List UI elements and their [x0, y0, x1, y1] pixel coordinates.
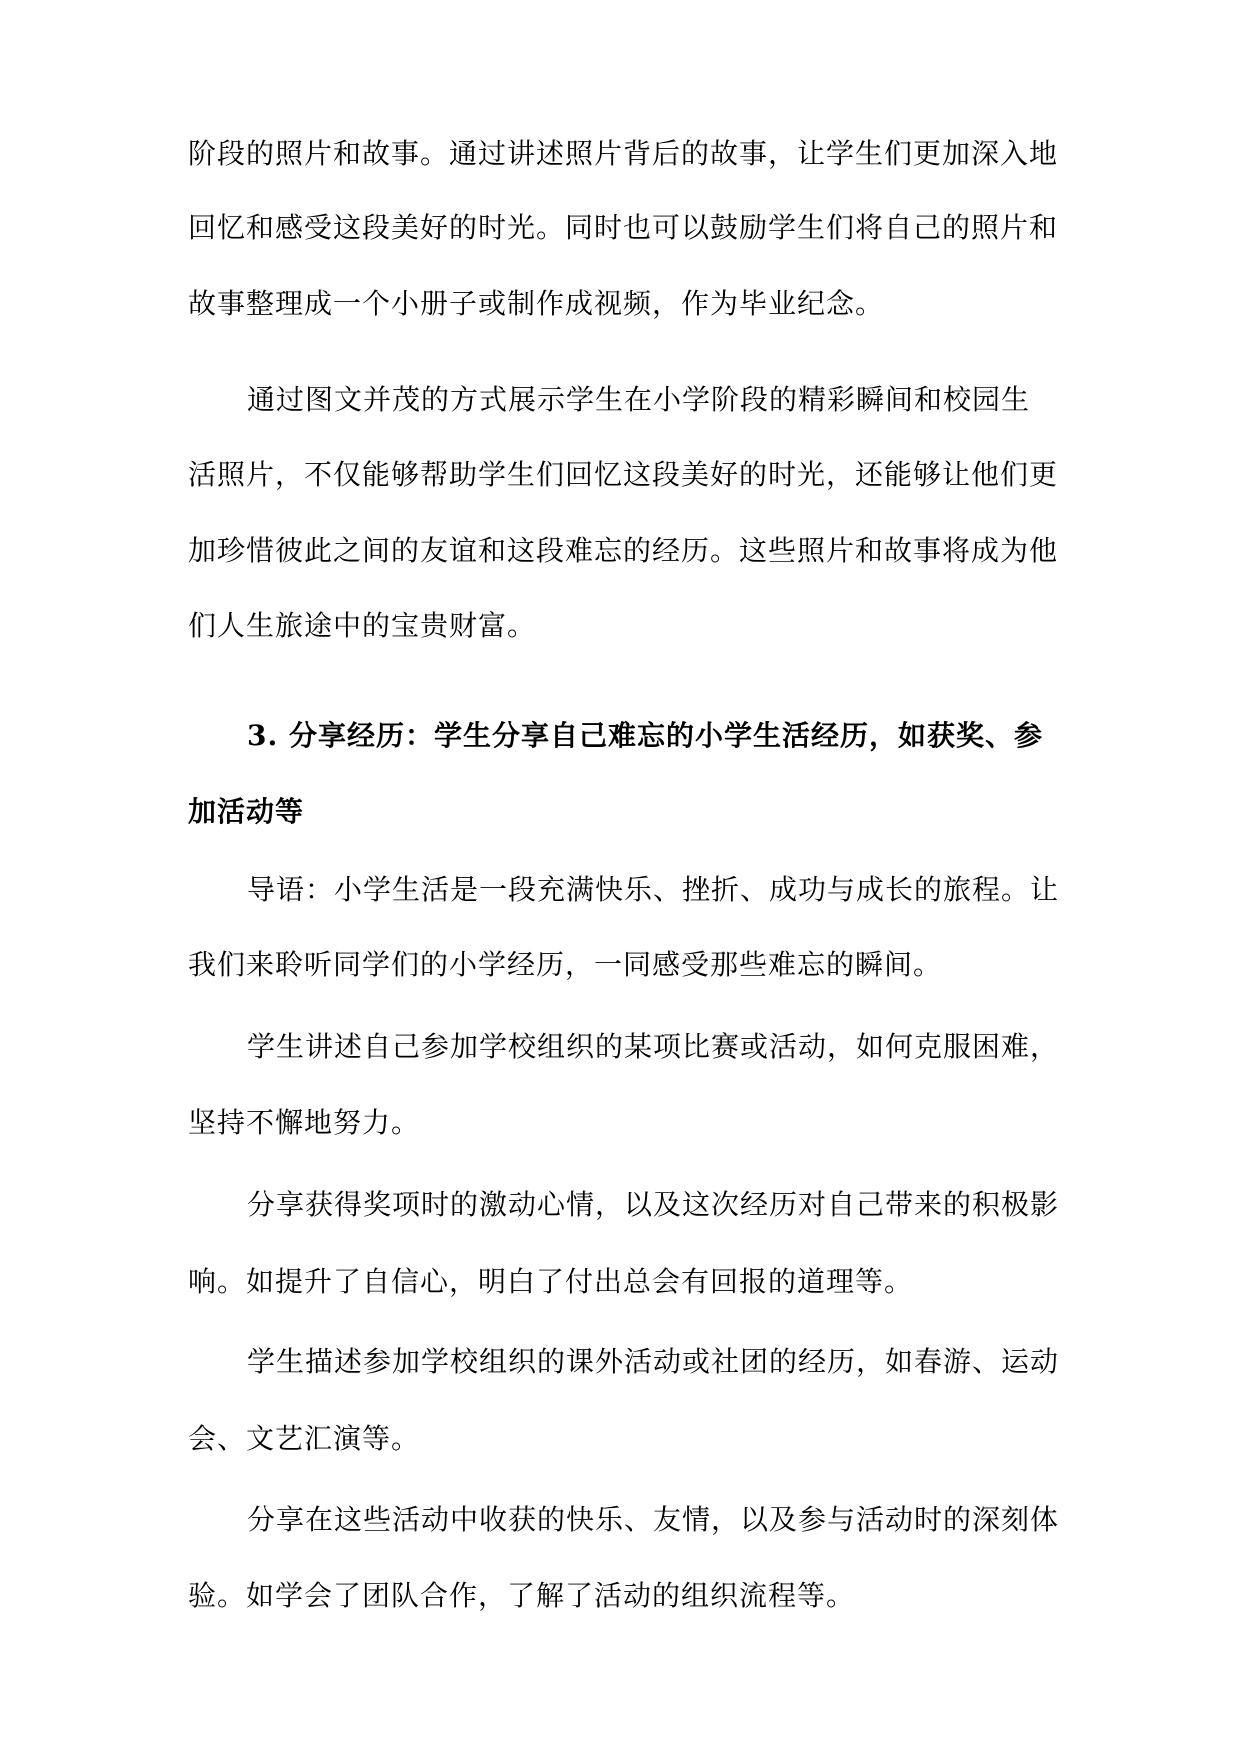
- line-text: 响。如提升了自信心，明白了付出总会有回报的道理等。: [188, 1265, 914, 1298]
- line-text: 导语：小学生活是一段充满快乐、挫折、成功与成长的旅程。让: [247, 873, 1060, 906]
- line-text: 学生描述参加学校组织的课外活动或社团的经历，如春游、运动: [247, 1345, 1060, 1378]
- line-text: 阶段的照片和故事。通过讲述照片背后的故事，让学生们更加深入地: [188, 137, 1059, 170]
- line-text: 回忆和感受这段美好的时光。同时也可以鼓励学生们将自己的照片和: [188, 211, 1059, 244]
- line-text: 加珍惜彼此之间的友谊和这段难忘的经历。这些照片和故事将成为他: [188, 534, 1059, 567]
- line-text: 验。如学会了团队合作，了解了活动的组织流程等。: [188, 1579, 856, 1612]
- line-text: 故事整理成一个小册子或制作成视频，作为毕业纪念。: [188, 287, 885, 320]
- line-text: 们人生旅途中的宝贵财富。: [188, 609, 537, 642]
- heading-text: 加活动等: [188, 795, 305, 828]
- line-text: 通过图文并茂的方式展示学生在小学阶段的精彩瞬间和校园生: [247, 383, 1031, 416]
- line-text: 坚持不懈地努力。: [188, 1106, 421, 1139]
- line-text: 分享获得奖项时的激动心情，以及这次经历对自己带来的积极影: [247, 1188, 1060, 1221]
- line-text: 学生讲述自己参加学校组织的某项比赛或活动，如何克服困难，: [247, 1030, 1060, 1063]
- line-text: 会、文艺汇演等。: [188, 1422, 421, 1455]
- line-text: 活照片，不仅能够帮助学生们回忆这段美好的时光，还能够让他们更: [188, 458, 1059, 491]
- heading-text: 3. 分享经历：学生分享自己难忘的小学生活经历，如获奖、参: [247, 719, 1043, 752]
- line-text: 分享在这些活动中收获的快乐、友情，以及参与活动时的深刻体: [247, 1503, 1060, 1536]
- line-text: 我们来聆听同学们的小学经历，一同感受那些难忘的瞬间。: [188, 948, 943, 981]
